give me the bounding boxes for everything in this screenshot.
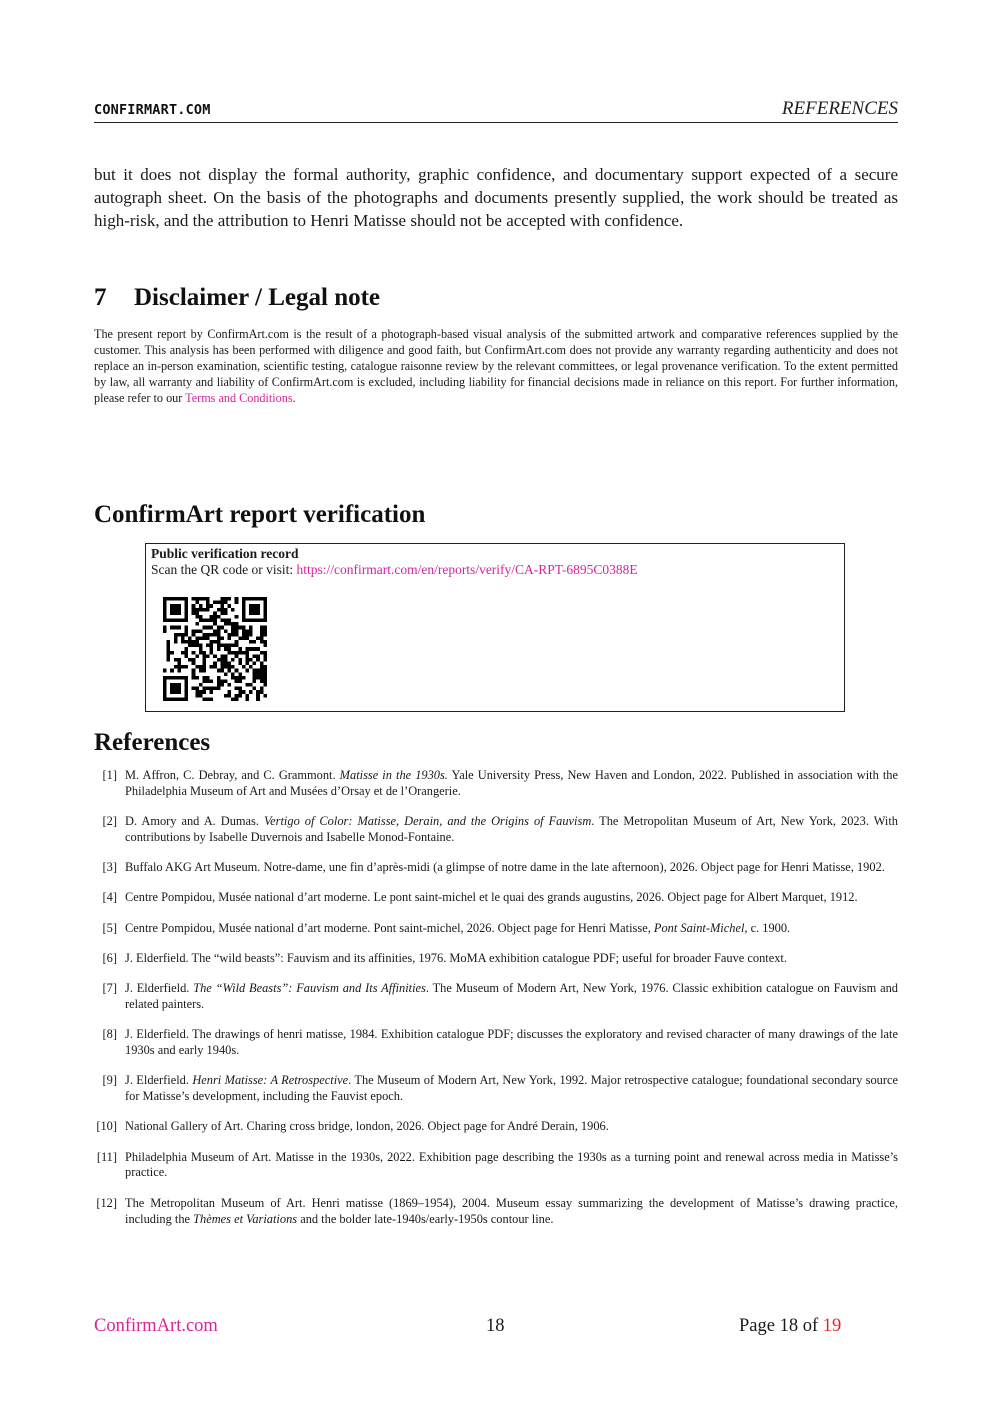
reference-label: [2] <box>102 814 117 829</box>
reference-label: [11] <box>96 1149 117 1164</box>
reference-pre-text: The Metropolitan Museum of Art. Henri matisse (1869–1954), 2004. Museum essay summarizing the development of Matisse’s drawing practice, including the <box>125 1195 898 1226</box>
reference-label: [5] <box>102 920 117 935</box>
verification-box-title: Public verification record <box>151 546 299 561</box>
reference-item <box>94 951 898 967</box>
reference-italic-text: Pont Saint-Michel <box>653 920 745 935</box>
reference-list <box>94 768 898 1242</box>
reference-pre-text: Centre Pompidou, Musée national d’art moderne. Le pont saint-michel et le quai des grands augustins, 2026. Object page for Albert Marquet, 1912. <box>125 890 858 905</box>
disclaimer-text <box>94 327 898 407</box>
reference-label: [12] <box>96 1195 117 1210</box>
running-header <box>94 98 898 123</box>
reference-pre-text: J. Elderfield. <box>125 981 194 996</box>
reference-italic-text: Henri Matisse: A Retrospective <box>192 1073 349 1088</box>
disclaimer-end: . <box>292 390 296 405</box>
reference-post-text: . The Metropolitan Museum of Art, New York, 2023. With contributions by Isabelle Duvernois and Isabelle Monod-Fontaine. <box>125 814 898 845</box>
reference-pre-text: Centre Pompidou, Musée national d’art moderne. Pont saint-michel, 2026. Object page for Henri Matisse, <box>125 920 654 935</box>
reference-post-text: , c. 1900. <box>744 920 791 935</box>
reference-label: [4] <box>102 890 117 905</box>
reference-pre-text: National Gallery of Art. Charing cross bridge, london, 2026. Object page for André Derain, 1906. <box>125 1119 609 1134</box>
references-heading: References <box>94 729 211 756</box>
document-page <box>94 0 898 1404</box>
reference-item <box>94 890 898 906</box>
reference-italic-text: Thèmes et Variations <box>193 1211 298 1226</box>
reference-pre-text: Buffalo AKG Art Museum. Notre-dame, une fin d’après-midi (a glimpse of notre dame in the late afternoon), 2026. Object page for Henri Matisse, 1902. <box>125 860 885 875</box>
qr-code-icon[interactable] <box>163 597 267 701</box>
total-pages-link[interactable]: 19 <box>822 1316 842 1336</box>
reference-pre-text: M. Affron, C. Debray, and C. Grammont. <box>125 768 340 782</box>
intro-paragraph: but it does not display the formal authority, graphic confidence, and documentary support expected of a secure autograph sheet. On the basis of the photographs and documents presently supplied, the work should be treated as high-risk, and the attribution to Henri Matisse should not be accepted with confidence. <box>94 165 898 230</box>
reference-label: [6] <box>102 950 117 965</box>
verification-heading: ConfirmArt report verification <box>94 501 426 528</box>
page-label: Page 18 of <box>739 1316 823 1336</box>
footer-page-count <box>739 1316 841 1337</box>
reference-pre-text: J. Elderfield. <box>125 1073 193 1088</box>
header-section-title: REFERENCES <box>781 98 898 119</box>
reference-item <box>94 1073 898 1105</box>
reference-item <box>94 921 898 937</box>
verification-url-link[interactable]: https://confirmart.com/en/reports/verify/CA-RPT-6895C0388E <box>296 562 638 577</box>
reference-label: [1] <box>102 768 117 782</box>
terms-link[interactable]: Terms and Conditions <box>185 390 293 405</box>
confirmart-logo: CONFIRMART.COM <box>94 102 211 118</box>
reference-item <box>94 814 898 846</box>
reference-label: [7] <box>102 981 117 996</box>
reference-label: [3] <box>102 860 117 875</box>
reference-italic-text: The “Wild Beasts”: Fauvism and Its Affinities <box>193 981 426 996</box>
page-footer <box>94 1316 898 1340</box>
reference-label: [10] <box>96 1119 117 1134</box>
reference-label: [9] <box>102 1073 117 1088</box>
verification-scan-line <box>151 562 638 578</box>
section-number: 7 <box>94 284 107 311</box>
reference-item <box>94 768 898 800</box>
footer-page-number: 18 <box>486 1316 505 1336</box>
verification-box <box>145 543 845 712</box>
reference-item <box>94 1196 898 1228</box>
reference-post-text: . The Museum of Modern Art, New York, 1976. Classic exhibition catalogue on Fauvism and related painters. <box>125 981 898 1011</box>
footer-site-link[interactable]: ConfirmArt.com <box>94 1316 218 1336</box>
reference-item <box>94 1119 898 1135</box>
reference-pre-text: Philadelphia Museum of Art. Matisse in the 1930s, 2022. Exhibition page describing the 1930s as a turning point and renewal across media in Matisse’s practice. <box>125 1149 898 1180</box>
reference-pre-text: J. Elderfield. The drawings of henri matisse, 1984. Exhibition catalogue PDF; discusses the exploratory and revised character of many drawings of the late 1930s and early 1940s. <box>125 1027 898 1058</box>
scan-text: Scan the QR code or visit: <box>151 562 297 577</box>
reference-post-text: Yale University Press, New Haven and London, 2022. Published in association with the Philadelphia Museum of Art and Musées d’Orsay et de l’Orangerie. <box>125 768 898 798</box>
section-title: Disclaimer / Legal note <box>134 284 381 311</box>
reference-item <box>94 860 898 876</box>
reference-label: [8] <box>102 1027 117 1042</box>
reference-item <box>94 981 898 1013</box>
reference-post-text: . The Museum of Modern Art, New York, 1992. Major retrospective catalogue; foundational secondary source for Matisse’s development, including the Fauvist epoch. <box>125 1073 898 1104</box>
reference-item <box>94 1027 898 1059</box>
reference-italic-text: Vertigo of Color: Matisse, Derain, and the Origins of Fauvism <box>263 814 592 829</box>
disclaimer-body: The present report by ConfirmArt.com is the result of a photograph-based visual analysis of the submitted artwork and comparative references supplied by the customer. This analysis has been performed with diligence and good faith, but ConfirmArt.com does not provide any warranty regarding authenticity and does not replace an in-person examination, scientific testing, catalogue raisonne review by the relevant committees, or legal provenance verification. To the extent permitted by law, all warranty and liability of ConfirmArt.com is excluded, including liability for financial decisions made in reliance on this report. For further information, please refer to our <box>94 327 898 405</box>
disclaimer-heading <box>94 284 380 312</box>
reference-pre-text: J. Elderfield. The “wild beasts”: Fauvism and its affinities, 1976. MoMA exhibition catalogue PDF; useful for broader Fauve context. <box>125 950 787 965</box>
reference-italic-text: Matisse in the 1930s. <box>339 768 448 782</box>
reference-pre-text: D. Amory and A. Dumas. <box>125 814 264 829</box>
reference-post-text: and the bolder late-1940s/early-1950s contour line. <box>297 1211 554 1226</box>
reference-item <box>94 1150 898 1182</box>
